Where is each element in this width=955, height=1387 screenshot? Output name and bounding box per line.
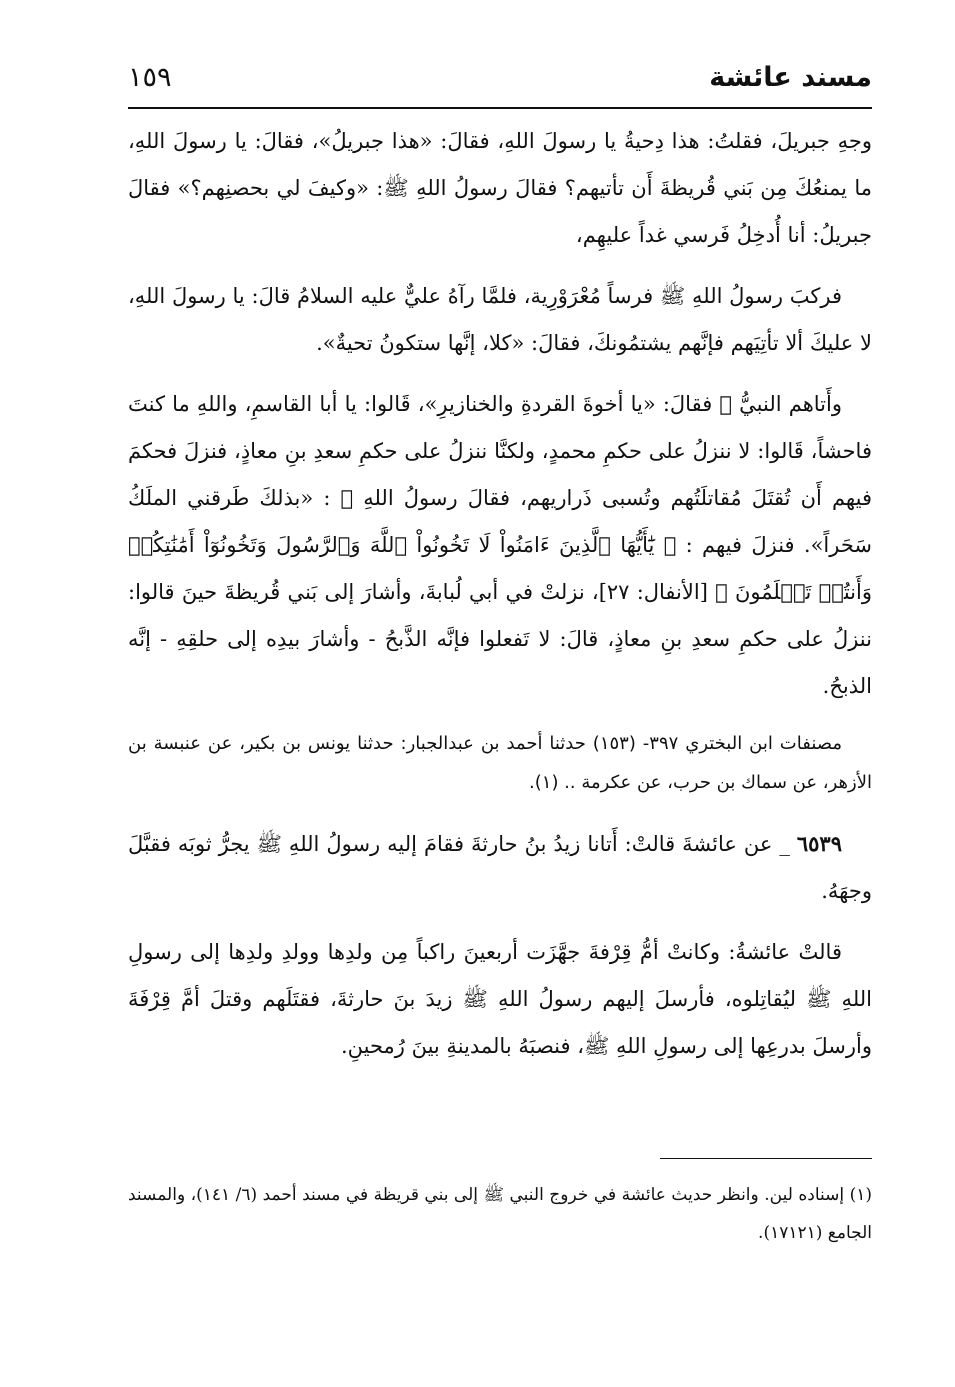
isnad-paragraph: مصنفات ابن البختري ٣٩٧- (١٥٣) حدثنا أحمد بن عبدالجبار: حدثنا يونس بن بكير، عن عنبسة بن الأزهر، عن سماك بن حرب، عن عكرمة .. (١). xyxy=(128,733,872,793)
footnotes xyxy=(128,1176,872,1252)
header-rule xyxy=(128,107,872,109)
page-number: ١٥٩ xyxy=(128,62,172,93)
footnote-rule xyxy=(660,1158,872,1159)
page-header xyxy=(128,60,872,100)
paragraph-5: قالتْ عائشةُ: وكانتْ أمُّ قِرْفةَ جهَّزَت أربعينَ راكباً مِن ولدِها وولدِ ولدِها إلى رسولِ اللهِ ﷺ ليُقاتِلوه، فأرسلَ إليهم رسولُ اللهِ ﷺ زيدَ بنَ حارثةَ، فقتَلَهم وقتلَ أمَّ قِرْفَةَ وأرسلَ بدرعِها إلى رسولِ اللهِ ﷺ، فنصبَهُ بالمدينةِ بينَ رُمحينِ. xyxy=(128,940,872,1058)
paragraph-1: وجهِ جبريلَ، فقلتُ: هذا دِحيةُ يا رسولَ اللهِ، فقالَ: «هذا جبريلُ»، فقالَ: يا رسولَ اللهِ، ما يمنعُكَ مِن بَني قُريظةَ أَن تأتيهم؟ فقالَ رسولُ اللهِ ﷺ: «وكيفَ لي بحصنِهم؟» فقالَ جبريلُ: أنا أُدخِلُ فَرسي غداً عليهِم، xyxy=(128,129,872,247)
hadith-number: ٦٥٣٩ xyxy=(796,831,842,856)
hadith-paragraph xyxy=(128,820,872,915)
paragraph-3: وأَتاهم النبيُّ ﷺ فقالَ: «يا أخوةَ القردةِ والخنازيرِ»، قَالوا: يا أبا القاسمِ، واللهِ ما كنتَ فاحشاً، قَالوا: لا ننزلُ على حكمِ محمدٍ، ولكنَّا ننزلُ على حكمِ سعدِ بنِ معاذٍ، فنزلَ فحكمَ فيهم أَن تُقتَلَ مُقاتلَتُهم وتُسبى ذَراريهم، فقالَ رسولُ اللهِ ﷺ : «بذلكَ طَرقني الملَكُ سَحَراً». فنزلَ فيهم : ﴿ يَٰٓأَيُّهَا ٱلَّذِينَ ءَامَنُواْ لَا تَخُونُواْ ٱللَّهَ وَٱلرَّسُولَ وَتَخُونُوٓاْ أَمَٰنَٰتِكُمۡ وَأَنتُمۡ تَعۡلَمُونَ ﴾ [الأنفال: ٢٧]، نزلتْ في أبي لُبابةَ، وأشارَ إلى بَني قُريظةَ حينَ قالوا: ننزلُ على حكمِ سعدِ بنِ معاذٍ، قالَ: لا تَفعلوا فإنَّه الذَّبحُ - وأشارَ بيدِه إلى حلقِهِ - إنَّه الذبحُ. xyxy=(128,392,872,698)
hadith-text: _ عن عائشةَ قالتْ: أَتانا زيدُ بنُ حارثةَ فقامَ إليه رسولُ اللهِ ﷺ يجرُّ ثوبَه فقبَّلَ وجهَهُ. xyxy=(128,832,872,903)
running-title: مسند عائشة xyxy=(709,62,872,93)
footnote-1: (١) إسناده لين. وانظر حديث عائشة في خروج النبي ﷺ إلى بني قريظة في مسند أحمد (٦/ ١٤١)، والمسند الجامع (١٧١٢١). xyxy=(128,1185,872,1243)
paragraph-2: فركبَ رسولُ اللهِ ﷺ فرساً مُعْرَوْرِية، فلمَّا رآهُ عليٌّ عليه السلامُ قالَ: يا رسولَ اللهِ، لا عليكَ ألا تأتِيَهم فإنَّهم يشتمُونكَ، فقالَ: «كلا، إنَّها ستكونُ تحيةٌ». xyxy=(128,284,872,355)
page-body xyxy=(128,118,872,1084)
